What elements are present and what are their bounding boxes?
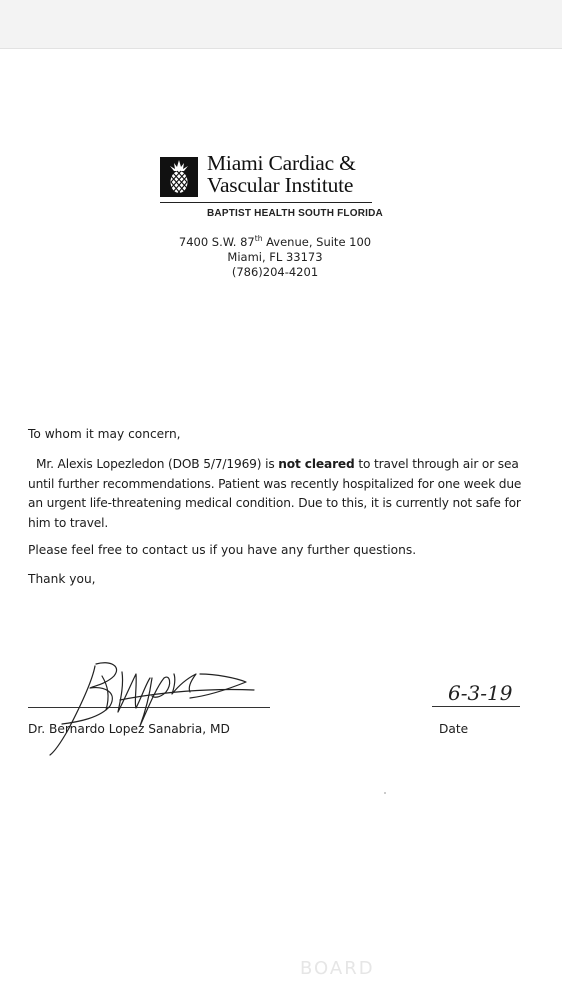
letter-closing: Please feel free to contact us if you have any further questions. [28,543,417,557]
address-line-2: Miami, FL 33173 [227,249,323,264]
scan-speck [384,792,386,794]
pineapple-logo-icon [160,157,198,197]
letter-signoff: Thank you, [28,572,96,586]
letter-greeting: To whom it may concern, [28,427,181,441]
viewer-top-bar [0,0,562,49]
watermark: BOARD [300,958,375,979]
letterhead-divider [160,202,372,203]
svg-text:6-3-19: 6-3-19 [448,681,513,705]
address-block [150,231,400,280]
handwritten-signature [40,652,270,757]
date-line [432,706,520,707]
phone-number: (786)204-4201 [231,264,319,279]
address-line-1: 7400 S.W. 87th Avenue, Suite 100 [178,234,372,249]
clearance-status: not cleared [278,457,355,471]
organization-name: Miami Cardiac & Vascular Institute [207,151,356,197]
signer-name: Dr. Bernardo Lopez Sanabria, MD [28,722,230,736]
organization-subtitle: BAPTIST HEALTH SOUTH FLORIDA [207,208,383,219]
letter-body: Mr. Alexis Lopezledon (DOB 5/7/1969) is not cleared to travel through air or sea until further recommendations. Patient was recently hospitalized for one week due an urgent life-threatening medical condition. Due to this, it is currently not safe for him to travel. [28,457,522,530]
date-label: Date [439,722,469,736]
